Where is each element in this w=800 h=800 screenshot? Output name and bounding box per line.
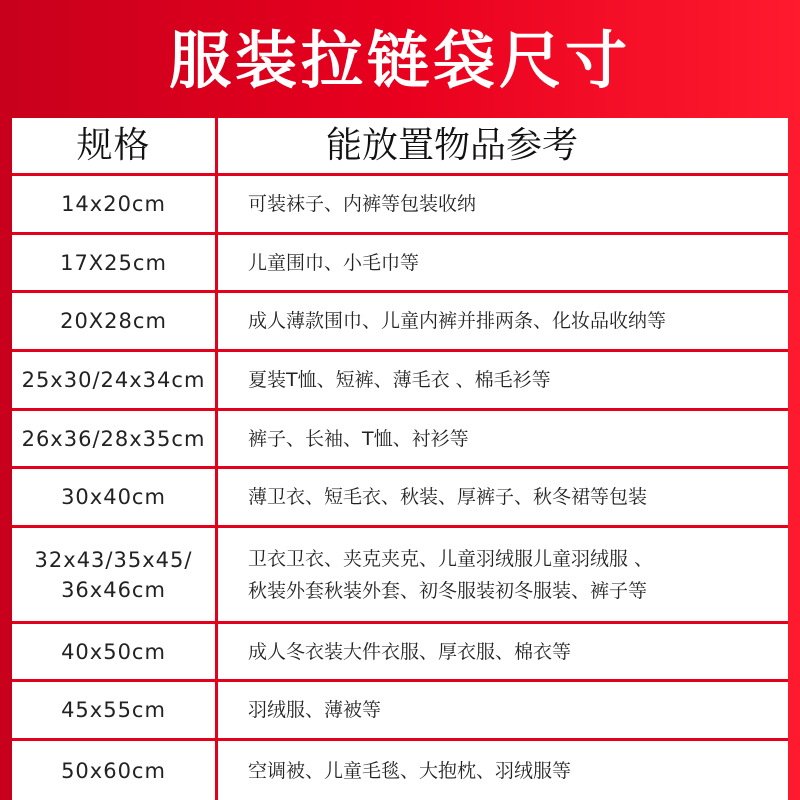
- size-table: [12, 118, 788, 800]
- header-use: 能放置物品参考: [326, 124, 579, 166]
- row-spec: 50x60cm: [12, 741, 218, 800]
- row-use: 空调被、儿童毛毯、大抱枕、羽绒服等: [248, 759, 572, 782]
- row-spec: 17X25cm: [12, 235, 218, 290]
- table-row: [12, 741, 788, 800]
- table-row: [12, 293, 788, 352]
- row-use: 羽绒服、薄被等: [248, 699, 382, 721]
- row-spec: 25x30/24x34cm: [12, 352, 218, 408]
- table-row: [12, 411, 788, 469]
- row-use: 卫衣卫衣、夹克夹克、儿童羽绒服儿童羽绒服 、 秋装外套秋装外套、初冬服装初冬服装、裤子等: [248, 547, 654, 602]
- table-row: [12, 176, 788, 235]
- row-use: 儿童围巾、小毛巾等: [248, 251, 420, 274]
- row-spec: 30x40cm: [12, 469, 218, 525]
- row-use: 成人冬衣装大件衣服、厚衣服、棉衣等: [248, 640, 572, 663]
- table-row: [12, 528, 788, 624]
- row-spec: 32x43/35x45/ 36x46cm: [12, 528, 218, 621]
- table-row: [12, 469, 788, 528]
- table-row: [12, 235, 788, 293]
- table-row: [12, 352, 788, 411]
- row-use: 薄卫衣、短毛衣、秋装、厚裤子、秋冬裙等包装: [248, 486, 648, 508]
- row-spec: 14x20cm: [12, 176, 218, 232]
- table-header-row: [12, 118, 788, 176]
- row-use: 可装袜子、内裤等包装收纳: [248, 193, 477, 215]
- row-spec: 40x50cm: [12, 624, 218, 679]
- table-row: [12, 624, 788, 682]
- row-spec: 26x36/28x35cm: [12, 411, 218, 466]
- header-spec: 规格: [12, 118, 218, 173]
- row-use: 成人薄款围巾、儿童内裤并排两条、化妆品收纳等: [248, 310, 667, 332]
- table-row: [12, 682, 788, 741]
- row-spec: 45x55cm: [12, 682, 218, 738]
- row-use: 夏装T恤、短裤、薄毛衣 、棉毛衫等: [248, 369, 551, 391]
- page-title: 服装拉链袋尺寸: [168, 24, 631, 97]
- row-use: 裤子、长袖、T恤、衬衫等: [248, 427, 469, 450]
- row-spec: 20X28cm: [12, 293, 218, 349]
